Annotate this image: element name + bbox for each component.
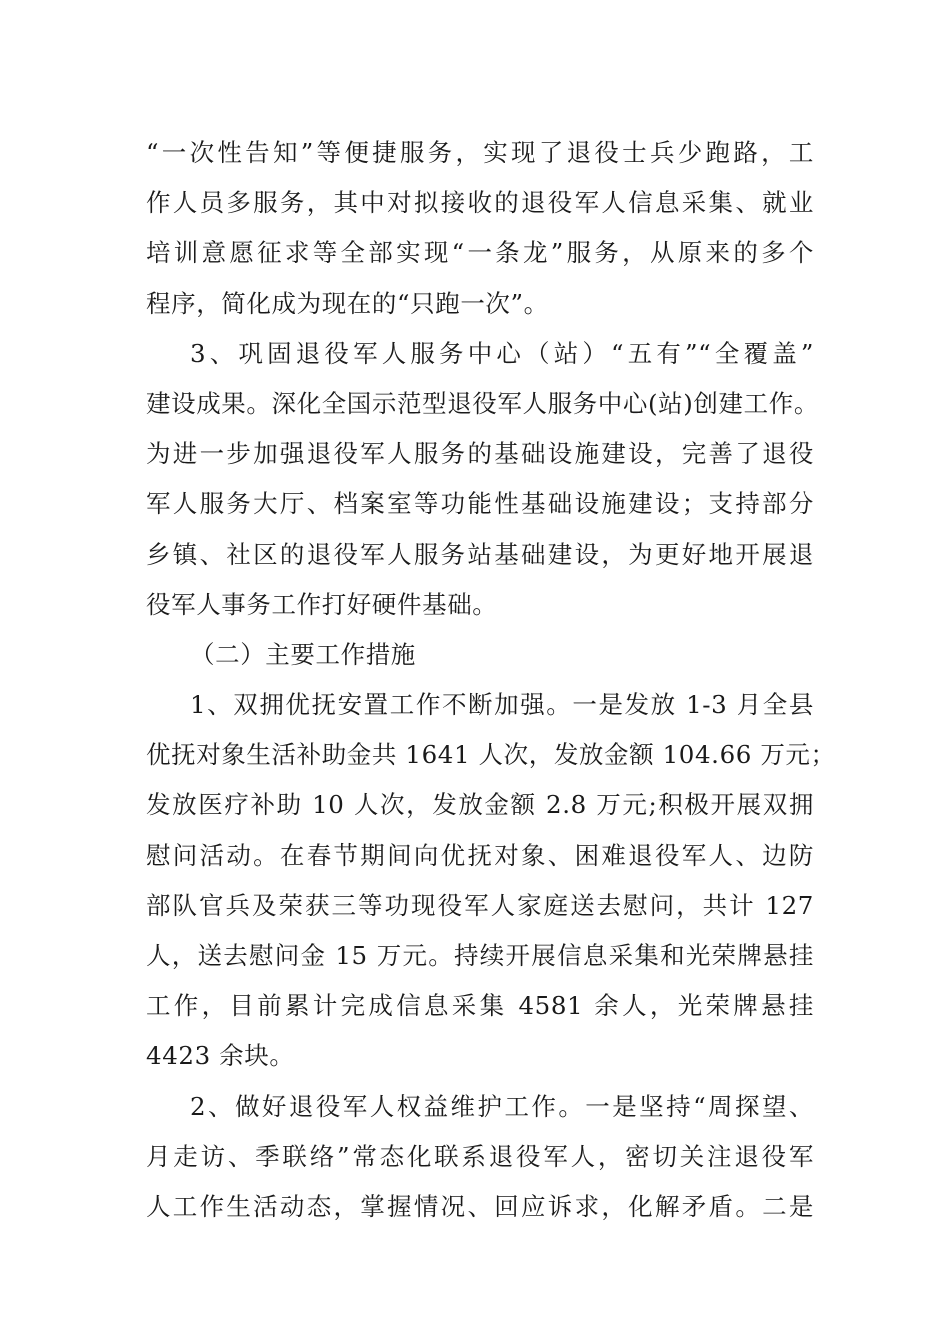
text-line: 建设成果。深化全国示范型退役军人服务中心(站)创建工作。 bbox=[146, 388, 819, 418]
text-line: 为进一步加强退役军人服务的基础设施建设，完善了退役 bbox=[146, 439, 814, 469]
text-line: 月走访、季联络”常态化联系退役军人，密切关注退役军 bbox=[146, 1141, 814, 1171]
text-line: 工作，目前累计完成信息采集 4581 余人，光荣牌悬挂 bbox=[146, 991, 814, 1021]
section-heading: （二）主要工作措施 bbox=[190, 639, 416, 669]
text-line: “一次性告知”等便捷服务，实现了退役士兵少跑路，工 bbox=[146, 138, 814, 167]
text-line: 优抚对象生活补助金共 1641 人次，发放金额 104.66 万元； bbox=[146, 740, 836, 770]
text-line: 4423 余块。 bbox=[146, 1041, 295, 1071]
text-line: 慰问活动。在春节期间向优抚对象、困难退役军人、边防 bbox=[146, 840, 814, 870]
text-line: 人工作生活动态，掌握情况、回应诉求，化解矛盾。二是 bbox=[146, 1191, 814, 1221]
text-line: 发放医疗补助 10 人次，发放金额 2.8 万元;积极开展双拥 bbox=[146, 790, 814, 820]
text-line: 作人员多服务，其中对拟接收的退役军人信息采集、就业 bbox=[146, 188, 814, 218]
text-line: 部队官兵及荣获三等功现役军人家庭送去慰问，共计 127 bbox=[146, 890, 814, 920]
text-line: 3、巩固退役军人服务中心（站）“五有”“全覆盖” bbox=[190, 338, 814, 368]
text-line: 培训意愿征求等全部实现“一条龙”服务，从原来的多个 bbox=[146, 238, 814, 268]
document-body bbox=[146, 128, 836, 1232]
text-line: 乡镇、社区的退役军人服务站基础建设，为更好地开展退 bbox=[146, 539, 814, 569]
text-line: 1、双拥优抚安置工作不断加强。一是发放 1-3 月全县 bbox=[190, 690, 814, 720]
text-line: 程序，简化成为现在的“只跑一次”。 bbox=[146, 288, 549, 318]
text-line: 役军人事务工作打好硬件基础。 bbox=[146, 589, 498, 619]
text-line: 2、做好退役军人权益维护工作。一是坚持“周探望、 bbox=[190, 1091, 814, 1121]
text-line: 人，送去慰问金 15 万元。持续开展信息采集和光荣牌悬挂 bbox=[146, 941, 814, 970]
text-line: 军人服务大厅、档案室等功能性基础设施建设；支持部分 bbox=[146, 489, 814, 519]
